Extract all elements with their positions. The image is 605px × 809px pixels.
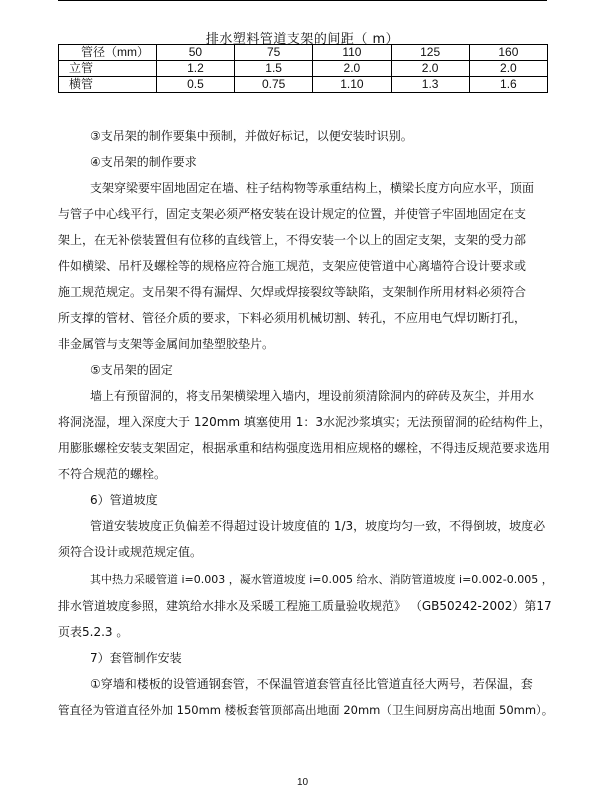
text-line: 架上，在无补偿装置但有位移的直线管上，不得安装一个以上的固定支架，支架的受力部 <box>58 233 527 247</box>
text-line: 件如横梁、吊杆及螺栓等的规格应符合施工规范，支架应使管道中心离墙符合设计要求或 <box>58 259 527 273</box>
table-row <box>59 45 548 61</box>
text-line: 用膨胀螺栓安装支架固定，根据承重和结构强度选用相应规格的螺栓，不得违反规范要求选用 <box>58 441 551 455</box>
table-cell: 0.75 <box>235 77 313 93</box>
table-cell: 0.5 <box>156 77 234 93</box>
table-cell: 2.0 <box>313 61 391 77</box>
top-rule <box>58 0 547 1</box>
table-cell: 1.2 <box>156 61 234 77</box>
text-line: 支架穿梁要牢固地固定在墙、柱子结构物等承重结构上，横梁长度方向应水平，顶面 <box>90 181 535 195</box>
text-line: 6）管道坡度 <box>90 493 158 507</box>
text-line: 不符合规范的螺栓。 <box>58 467 167 481</box>
text-line: 其中热力采暖管道 i=0.003 ，凝水管道坡度 i=0.005 给水、消防管道坡度 i=0.002-0.005 ， <box>90 573 553 586</box>
text-line: ①穿墙和楼板的设管通钢套管，不保温管道套管直径比管道直径大两号，若保温，套 <box>90 677 533 691</box>
table-cell: 横管 <box>59 77 157 93</box>
table-cell: 110 <box>313 45 391 61</box>
text-line: 管直径为管道直径外加 150mm 楼板套管顶部高出地面 20mm（卫生间厨房高出地面 50mm）。 <box>58 703 554 717</box>
text-line: 将洞浇湿，埋入深度大于 120mm 填塞使用 1：3水泥沙浆填实；无法预留洞的砼结构件上， <box>58 415 551 429</box>
table-cell: 1.3 <box>391 77 469 93</box>
table-cell: 立管 <box>59 61 157 77</box>
table-cell: 管径（mm） <box>59 45 157 61</box>
text-line: 7）套管制作安装 <box>90 651 182 665</box>
page-number: 10 <box>296 777 309 788</box>
text-line: 施工规范规定。支吊架不得有漏焊、欠焊或焊接裂纹等缺陷，支架制作所用材料必须符合 <box>58 285 527 299</box>
text-line: 墙上有预留洞的，将支吊架横梁埋入墙内，埋设前须清除洞内的碎砖及灰尘，并用水 <box>90 389 535 403</box>
table-cell: 50 <box>156 45 234 61</box>
table-cell: 1.6 <box>469 77 547 93</box>
table-cell: 2.0 <box>391 61 469 77</box>
table-caption: 排水塑料管道支架的间距（ m） <box>205 32 400 47</box>
text-line: 非金属管与支架等金属间加垫塑胶垫片。 <box>58 337 275 351</box>
text-line: 与管子中心线平行，固定支架必须严格安装在设计规定的位置，并使管子牢固地固定在支 <box>58 207 527 221</box>
text-line: 页表5.2.3 。 <box>58 625 129 639</box>
table-row <box>59 61 548 77</box>
text-line: ③支吊架的制作要集中预制，并做好标记，以便安装时识别。 <box>90 129 413 143</box>
table-cell: 75 <box>235 45 313 61</box>
table-row <box>59 77 548 93</box>
table-cell: 160 <box>469 45 547 61</box>
table-cell: 2.0 <box>469 61 547 77</box>
table-cell: 1.10 <box>313 77 391 93</box>
support-spacing-table <box>58 44 548 93</box>
text-line: 排水管道坡度参照，建筑给水排水及采暖工程施工质量验收规范》 （GB50242-2002）第17 <box>58 599 552 613</box>
text-line: 管道安装坡度正负偏差不得超过设计坡度值的 1/3，坡度均匀一致，不得倒坡，坡度必 <box>90 519 546 533</box>
table-cell: 1.5 <box>235 61 313 77</box>
text-line: ④支吊架的制作要求 <box>90 155 197 169</box>
text-line: 须符合设计或规范规定值。 <box>58 545 203 559</box>
text-line: 所支撑的管材、管径介质的要求，下料必须用机械切割、转孔，不应用电气焊切断打孔， <box>58 311 527 325</box>
text-line: ⑤支吊架的固定 <box>90 363 173 377</box>
table-cell: 125 <box>391 45 469 61</box>
